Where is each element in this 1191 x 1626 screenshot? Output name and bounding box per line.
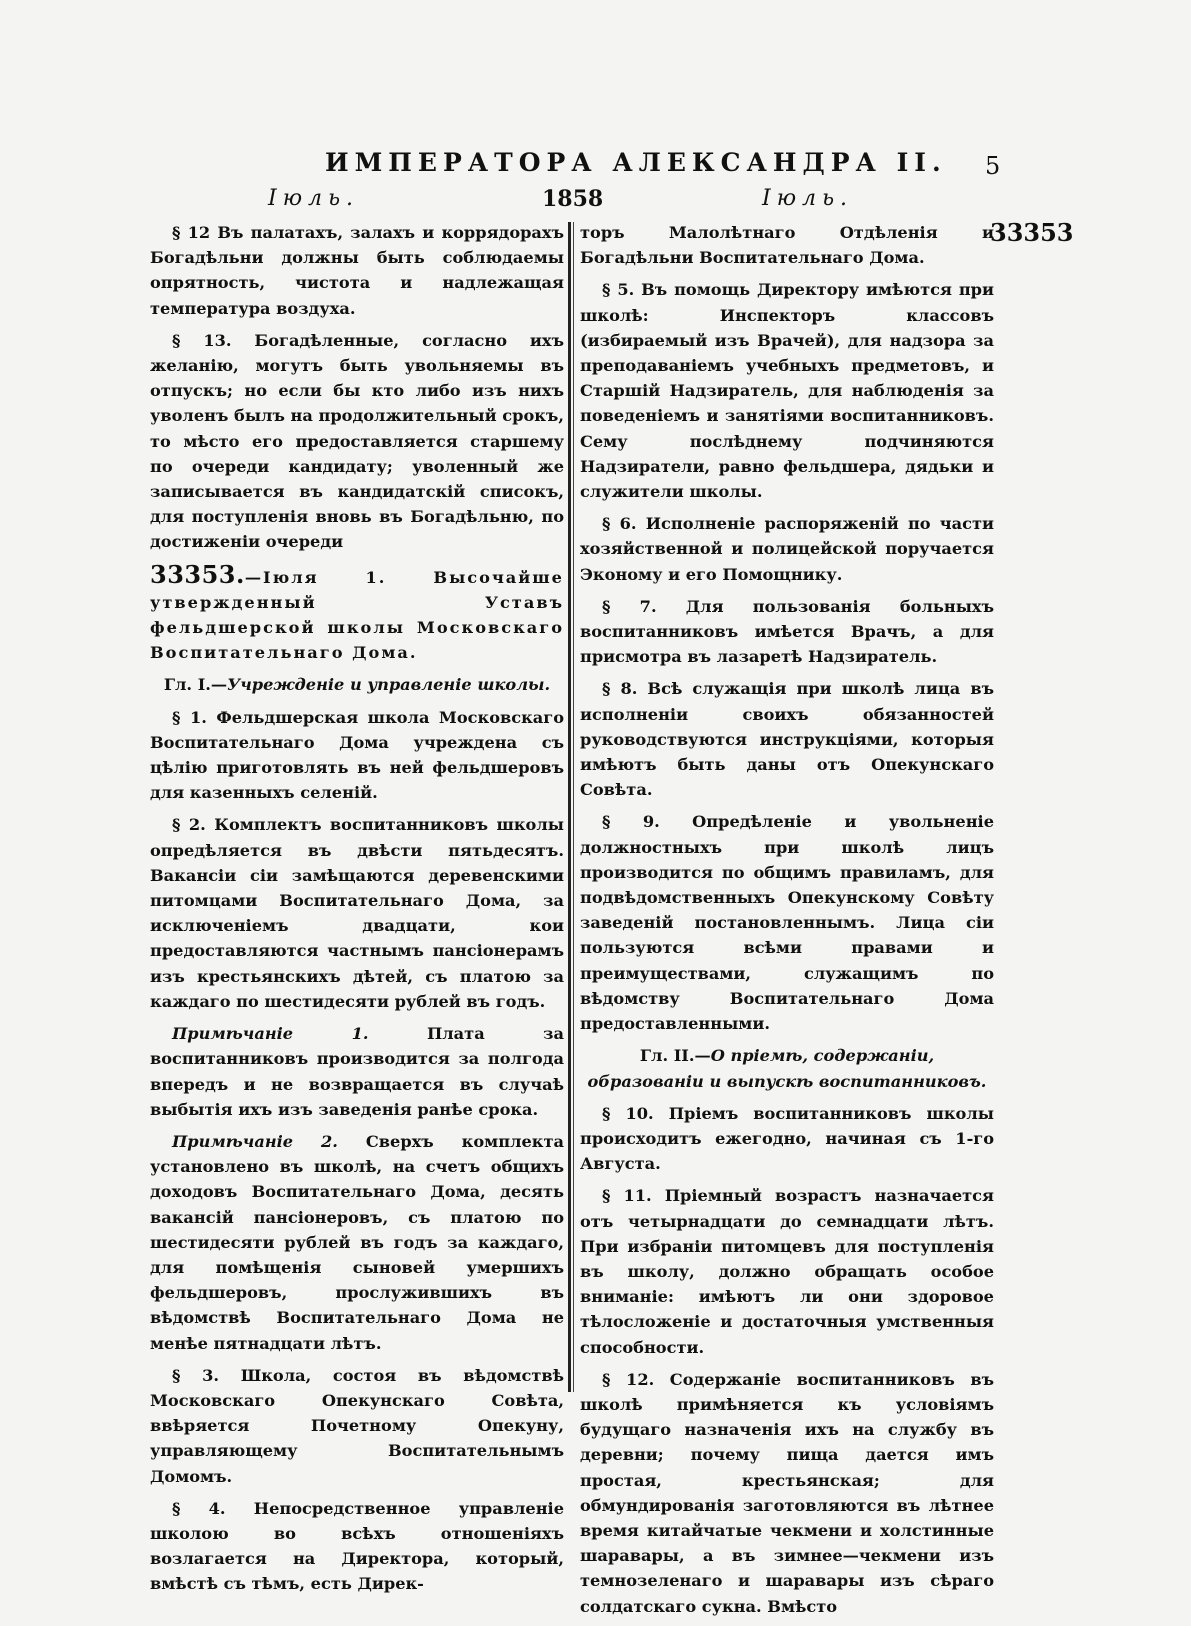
section-11: § 11. Пріемный возрастъ назначается отъ четырнадцати до семнадцати лѣтъ. При избраніи питомцевъ для поступленія въ школу, должно обращать особое вниманіе: имѣютъ ли они здоровое тѣлосложеніе и достаточныя умственныя способности.: [580, 1186, 994, 1357]
column-rule: [568, 222, 571, 1392]
page-number: 5: [985, 152, 1001, 180]
note-2-text: Сверхъ комплекта установлено въ школѣ, на счетъ общихъ доходовъ Воспитательнаго Дома, десять вакансій пансіонеровъ, съ платою по шестидесяти рублей въ годъ за каждаго, для помѣщенія сыновей умершихъ фельдшеровъ, прослужившихъ въ вѣдомствѣ Воспитательнаго Дома не менѣе пятнадцати лѣтъ.: [150, 1131, 564, 1353]
note-2-label: Примѣчаніе 2.: [172, 1131, 338, 1151]
section-12: § 12. Содержаніе воспитанниковъ въ школѣ примѣняется къ условіямъ будущаго назначенія ихъ на службу въ деревни; почему пища дается имъ простая, крестьянская; для обмундированія заготовляются въ лѣтнее время китайчатые чекмени и холстинные шаравары, а въ зимнее—чекмени изъ темнозеленаго и шаравары изъ сѣраго солдатскаго сукна. Вмѣсто: [580, 1369, 994, 1616]
section-8: § 8. Всѣ служащія при школѣ лица въ исполненіи своихъ обязанностей руководствуются инструкціями, которыя имѣютъ быть даны отъ Опекунскаго Совѣта.: [580, 679, 994, 800]
section-9: § 9. Опредѣленіе и увольненіе должностныхъ при школѣ лицъ производится по общимъ правиламъ, для подвѣдомственныхъ Опекунскому Совѣту заведеній постановленнымъ. Лица сіи пользуются всѣми правами и преимуществами, служащимъ по вѣдомству Воспитательнаго Дома предоставленными.: [580, 812, 994, 1034]
month-left: Іюль.: [268, 186, 360, 211]
section-7: § 7. Для пользованія больныхъ воспитанниковъ имѣется Врачъ, а для присмотра въ лазаретѣ Надзиратель.: [580, 596, 994, 667]
section-2: § 2. Комплектъ воспитанниковъ школы опредѣляется въ двѣсти пятьдесятъ. Вакансіи сіи замѣщаются деревенскими питомцами Воспитательнаго Дома, за исключеніемъ двадцати, кои предоставляются частнымъ пансіонерамъ изъ крестьянскихъ дѣтей, съ платою за каждаго по шестидесяти рублей въ годъ.: [150, 815, 564, 1011]
running-head: ИМПЕРАТОРА АЛЕКСАНДРА II.: [325, 148, 947, 177]
margin-law-number: 33353: [990, 218, 1074, 247]
chapter-1-label: Гл. I.—: [163, 675, 228, 695]
section-3: § 3. Школа, состоя въ вѣдомствѣ Московскаго Опекунскаго Совѣта, ввѣряется Почетному Опекуну, управляющему Воспитательнымъ Домомъ.: [150, 1365, 564, 1486]
law-intro: —Іюля 1. Высочайше утвержденный Уставъ фельдшерской школы Московскаго Воспитательнаго Дома.: [150, 567, 564, 663]
section-4-continued: торъ Малолѣтнаго Отдѣленія и Богадѣльни Воспитательнаго Дома.: [580, 223, 994, 268]
law-number: 33353.: [150, 559, 245, 589]
note-1-text: Плата за воспитанниковъ производится за полгода впередъ и не возвращается въ случаѣ выбытія ихъ изъ заведенія ранѣе срока.: [150, 1024, 564, 1119]
chapter-1-heading: [150, 672, 564, 697]
chapter-1-title: Учрежденіе и управленіе школы.: [227, 675, 551, 695]
note-1: [150, 1021, 564, 1122]
chapter-2-heading: [580, 1043, 994, 1093]
right-column: [580, 220, 994, 1626]
section-1: § 1. Фельдшерская школа Московскаго Воспитательнаго Дома учреждена съ цѣлію приготовлять въ ней фельдшеровъ для казенныхъ селеній.: [150, 707, 564, 803]
law-heading: [150, 559, 564, 666]
left-column: [150, 220, 564, 1604]
year: 1858: [542, 186, 604, 212]
section-6: § 6. Исполненіе распоряженій по части хозяйственной и полицейской поручается Эконому и его Помощнику.: [580, 514, 994, 584]
month-right: Іюль.: [762, 186, 854, 211]
section-4: § 4. Непосредственное управленіе школою во всѣхъ отношеніяхъ возлагается на Директора, который, вмѣстѣ съ тѣмъ, есть Дирек-: [150, 1498, 564, 1594]
article-12: § 12 Въ палатахъ, залахъ и коррядорахъ Богадѣльни должны быть соблюдаемы опрятность, чистота и надлежащая температура воздуха.: [150, 223, 564, 318]
section-10: § 10. Пріемъ воспитанниковъ школы происходитъ ежегодно, начиная съ 1-го Августа.: [580, 1103, 994, 1174]
note-1-label: Примѣчаніе 1.: [172, 1024, 369, 1044]
column-rule-thin: [573, 222, 574, 1392]
section-5: § 5. Въ помощь Директору имѣются при школѣ: Инспекторъ классовъ (избираемый изъ Врачей), для надзора за преподаваніемъ учебныхъ предметовъ, и Старшій Надзиратель, для наблюденія за поведеніемъ и занятіями воспитанниковъ. Сему послѣднему подчиняются Надзиратели, равно фельдшера, дядьки и служители школы.: [580, 280, 994, 502]
chapter-2-title: О пріемѣ, содержаніи, образованіи и выпускѣ воспитанниковъ.: [587, 1046, 987, 1091]
article-13: § 13. Богадѣленные, согласно ихъ желанію, могутъ быть увольняемы въ отпускъ; но если бы кто либо изъ нихъ уволенъ былъ на продолжительный срокъ, то мѣсто его предоставляется старшему по очереди кандидату; уволенный же записывается въ кандидатскій списокъ, для поступленія вновь въ Богадѣльню, по достиженіи очереди: [150, 330, 564, 552]
chapter-2-label: Гл. II.—: [639, 1046, 711, 1066]
note-2: [150, 1129, 564, 1356]
